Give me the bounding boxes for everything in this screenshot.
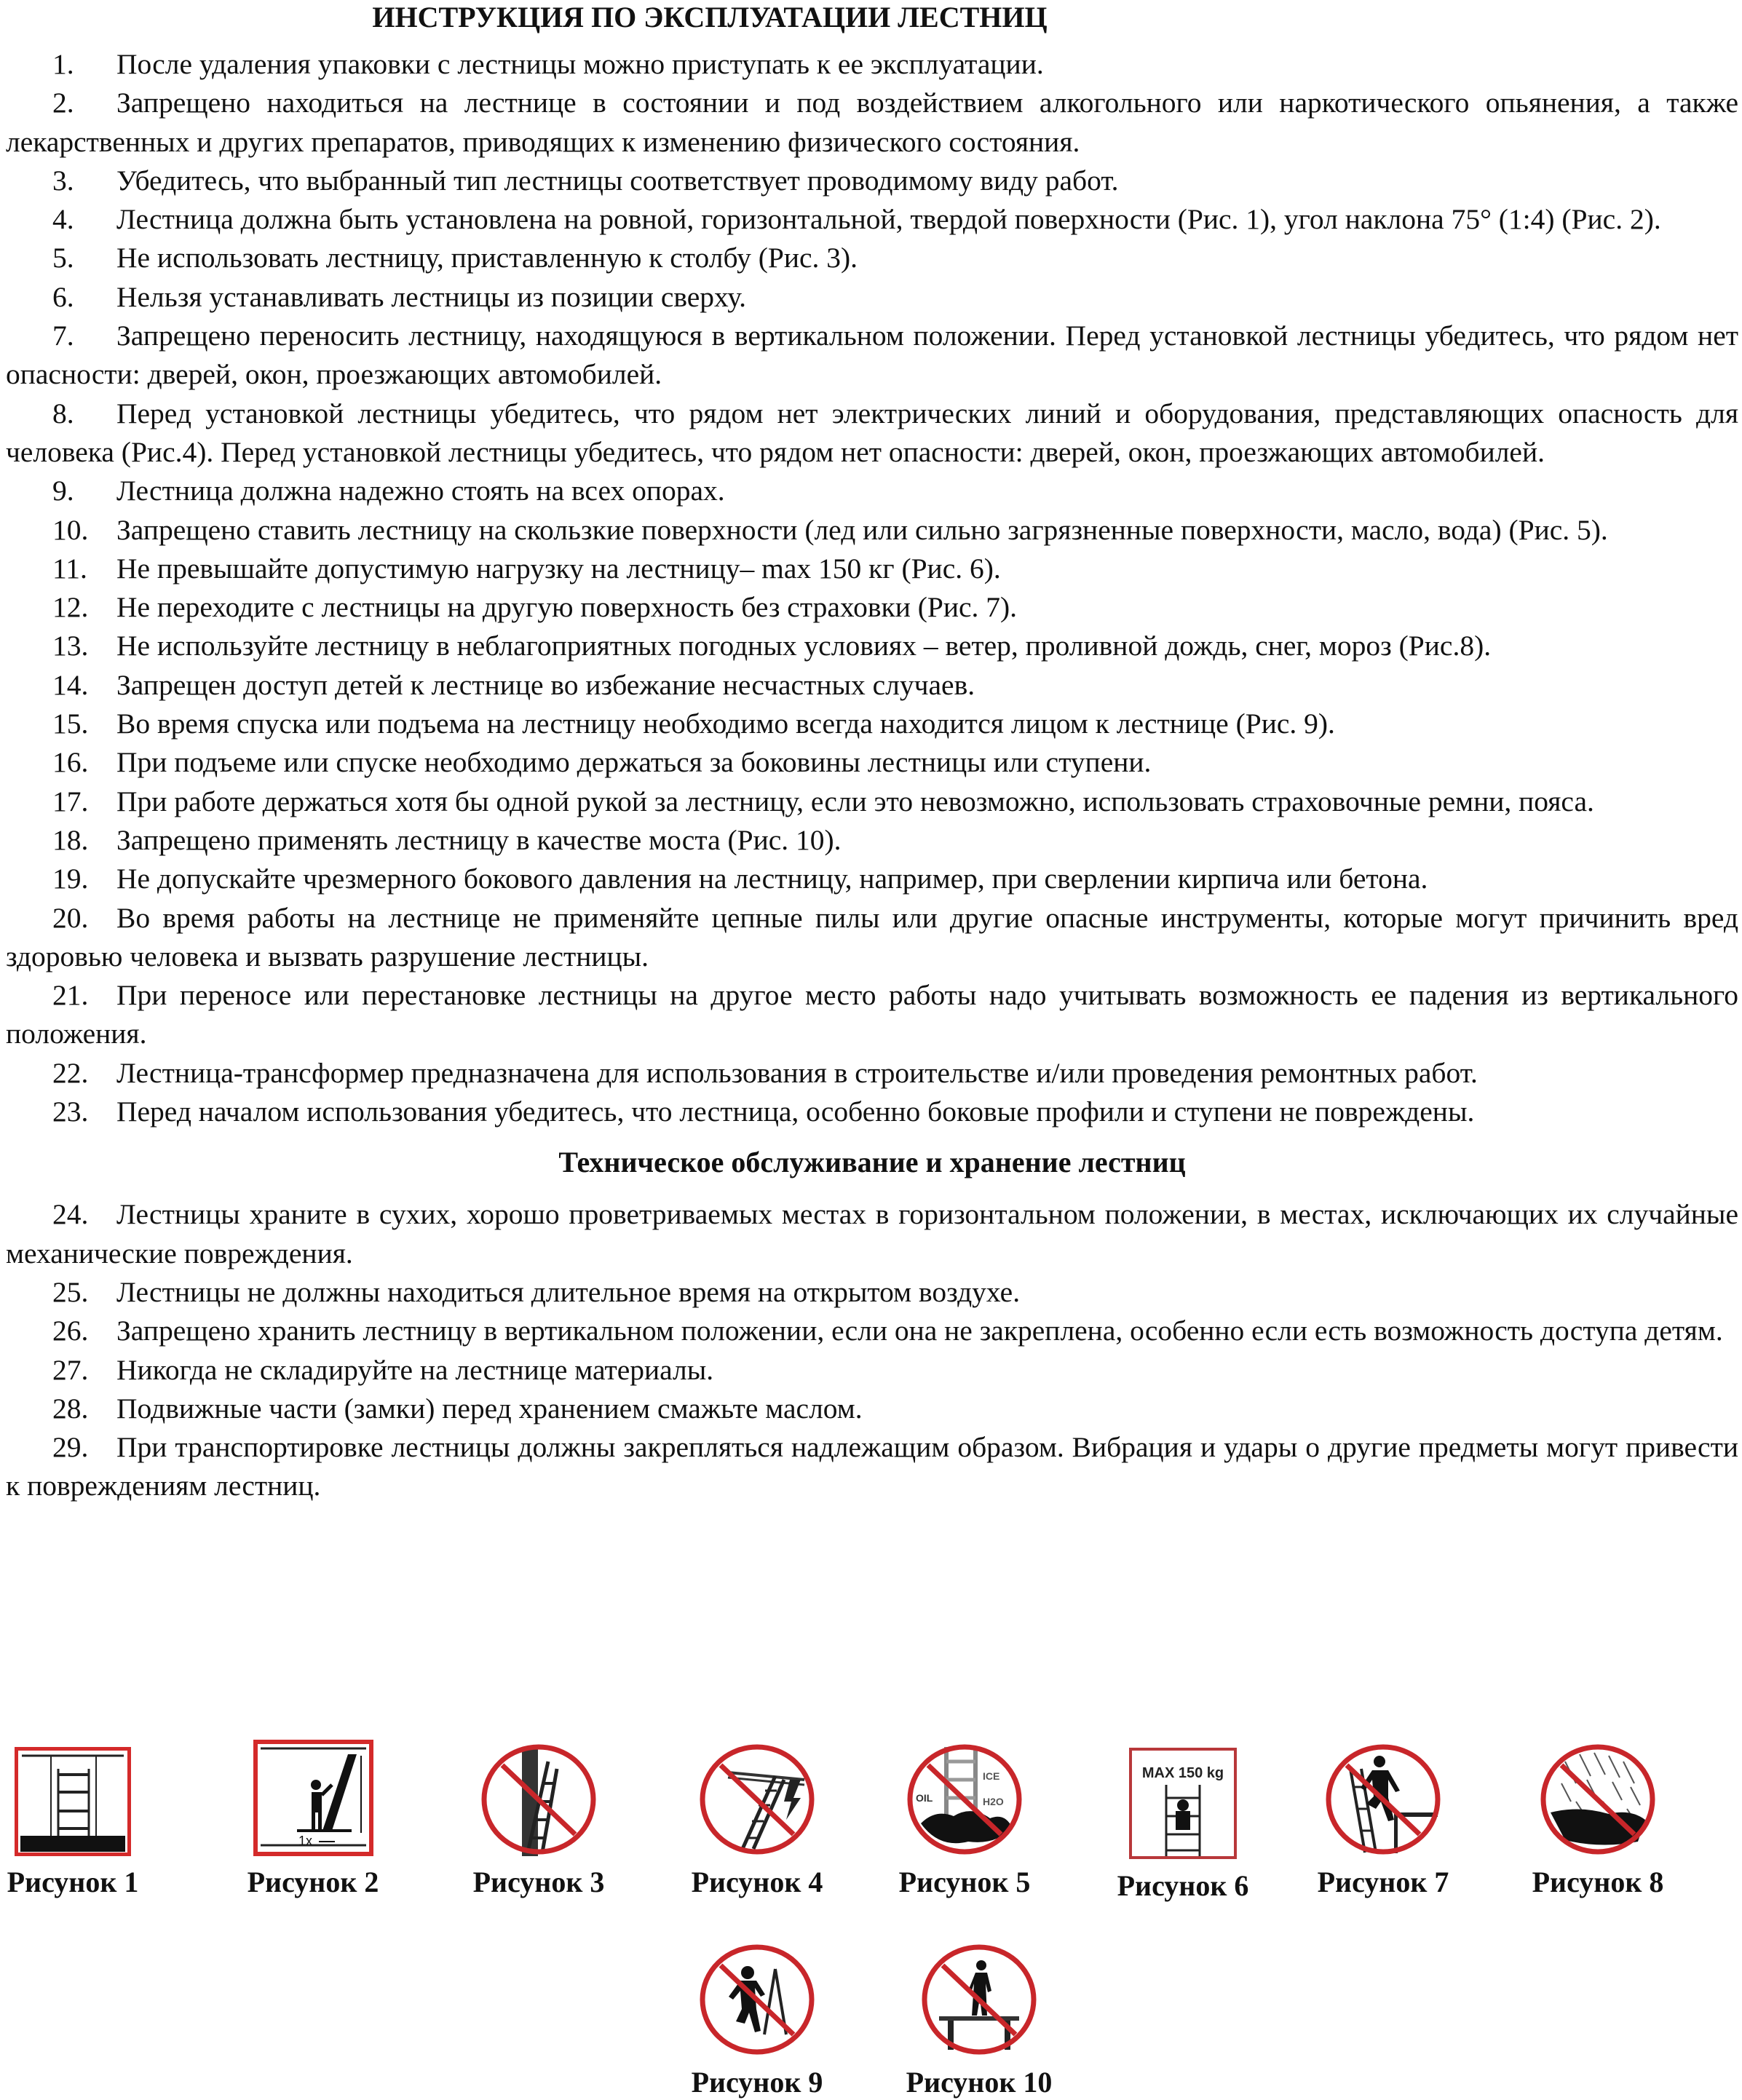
figure-8 — [1518, 1740, 1678, 1900]
svg-text:H2O: H2O — [983, 1796, 1004, 1807]
figure-caption: Рисунок 1 — [7, 1866, 139, 1898]
svg-text:1x: 1x — [298, 1834, 312, 1848]
list-item: 9. Лестница должна надежно стоять на всех опорах. — [52, 475, 725, 507]
figure-7 — [1303, 1740, 1463, 1900]
list-item: 18. Запрещено применять лестницу в качестве моста (Рис. 10). — [52, 823, 842, 856]
instruction-list — [6, 45, 1738, 1506]
figure-caption: Рисунок 3 — [472, 1866, 605, 1898]
list-item: 14. Запрещен доступ детей к лестнице во избежание несчастных случаев. — [52, 668, 975, 701]
list-item: 10. Запрещено ставить лестницу на скользкие поверхности (лед или сильно загрязненные поверхности, масло, вода) (Рис. 5). — [52, 513, 1608, 546]
figure-10 — [899, 1940, 1059, 2100]
list-item: 16. При подъеме или спуске необходимо держаться за боковины лестницы или ступени. — [52, 746, 1152, 779]
list-item: 2. Запрещено находиться на лестнице в состоянии и под воздействием алкогольного или наркотического опьянения, а также лекарственных и других препаратов, приводящих к изменению физического состояния. — [6, 87, 1738, 158]
list-item: 26. Запрещено хранить лестницу в вертикальном положении, если она не закреплена, особенно если есть возможность доступа детям. — [52, 1315, 1723, 1347]
list-item: 1. После удаления упаковки с лестницы можно приступать к ее эксплуатации. — [52, 48, 1044, 80]
list-item: 20. Во время работы на лестнице не применяйте цепные пилы или другие опасные инструменты, которые могут причинить вред здоровью человека и вызвать разрушение лестницы. — [6, 901, 1738, 972]
list-item: 27. Никогда не складируйте на лестнице материалы. — [52, 1353, 714, 1386]
no-power-lines-icon — [695, 1740, 819, 1856]
list-item: 23. Перед началом использования убедитесь, что лестница, особенно боковые профили и ступени не повреждены. — [52, 1095, 1475, 1128]
figure-1 — [0, 1747, 146, 1900]
document-title: ИНСТРУКЦИЯ ПО ЭКСПЛУАТАЦИИ ЛЕСТНИЦ — [372, 1, 1048, 33]
figure-6 — [1110, 1747, 1256, 1903]
list-item: 24. Лестницы храните в сухих, хорошо проветриваемых местах в горизонтальном положении, в местах, исключающих их случайные механические повреждения. — [6, 1198, 1738, 1269]
list-item: 12. Не переходите с лестницы на другую поверхность без страховки (Рис. 7). — [52, 591, 1018, 624]
list-item: 7. Запрещено переносить лестницу, находящуюся в вертикальном положении. Перед установкой лестницы убедитесь, что рядом нет опасности: дверей, окон, проезжающих автомобилей. — [6, 320, 1738, 391]
list-item: 6. Нельзя устанавливать лестницы из позиции сверху. — [52, 280, 746, 313]
list-item: 11. Не превышайте допустимую нагрузку на лестницу– max 150 кг (Рис. 6). — [52, 552, 1001, 585]
figure-caption: Рисунок 5 — [898, 1866, 1031, 1898]
no-ladder-against-pole-icon — [477, 1740, 601, 1856]
svg-text:MAX 150 kg: MAX 150 kg — [1141, 1765, 1224, 1781]
figure-4 — [677, 1740, 837, 1900]
ladder-level-surface-icon — [15, 1747, 131, 1856]
figure-9 — [677, 1940, 837, 2100]
list-item: 3. Убедитесь, что выбранный тип лестницы соответствует проводимому виду работ. — [52, 164, 1119, 197]
list-item: 13. Не используйте лестницу в неблагоприятных погодных условиях – ветер, проливной дождь, снег, мороз (Рис.8). — [52, 630, 1492, 662]
svg-text:ICE: ICE — [983, 1770, 1000, 1782]
figure-2 — [240, 1740, 386, 1900]
list-item: 22. Лестница-трансформер предназначена для использования в строительстве и/или проведения ремонтных работ. — [52, 1056, 1478, 1089]
list-item: 19. Не допускайте чрезмерного бокового давления на лестницу, например, при сверлении кирпича или бетона. — [52, 863, 1428, 895]
figure-caption: Рисунок 8 — [1532, 1866, 1664, 1898]
figure-caption: Рисунок 4 — [691, 1866, 823, 1898]
list-item: 28. Подвижные части (замки) перед хранением смажьте маслом. — [52, 1392, 863, 1425]
list-item: 4. Лестница должна быть установлена на ровной, горизонтальной, твердой поверхности (Рис. 1), угол наклона 75° (1:4) (Рис. 2). — [52, 203, 1661, 236]
list-item: 15. Во время спуска или подъема на лестницу необходимо всегда находится лицом к лестнице (Рис. 9). — [52, 708, 1335, 740]
no-bridge-use-icon — [917, 1940, 1041, 2056]
ladder-angle-1-to-4-icon — [253, 1740, 373, 1856]
no-bad-weather-icon — [1536, 1740, 1660, 1856]
figure-caption: Рисунок 2 — [247, 1866, 379, 1898]
list-item: 25. Лестницы не должны находиться длительное время на открытом воздухе. — [52, 1275, 1021, 1308]
figure-caption: Рисунок 10 — [906, 2066, 1053, 2099]
no-facing-away-icon — [695, 1940, 819, 2056]
list-item: 21. При переносе или перестановке лестницы на другое место работы надо учитывать возможность ее падения из вертикального положения. — [6, 979, 1738, 1050]
figure-caption: Рисунок 9 — [691, 2066, 823, 2099]
figure-caption: Рисунок 6 — [1117, 1869, 1249, 1902]
no-stepping-off-icon — [1321, 1740, 1445, 1856]
list-item: 8. Перед установкой лестницы убедитесь, что рядом нет электрических линий и оборудования, представляющих опасность для человека (Рис.4). Перед установкой лестницы убедитесь, что рядом нет опасности: дверей, окон, проезжающих автомобилей. — [6, 397, 1738, 468]
list-item: 5. Не использовать лестницу, приставленную к столбу (Рис. 3). — [52, 242, 858, 274]
no-slippery-surface-icon — [903, 1740, 1026, 1856]
section-heading-maintenance: Техническое обслуживание и хранение лестниц — [558, 1146, 1186, 1179]
figure-3 — [459, 1740, 619, 1900]
figure-caption: Рисунок 7 — [1317, 1866, 1449, 1898]
list-item: 17. При работе держаться хотя бы одной рукой за лестницу, если это невозможно, использовать страховочные ремни, пояса. — [52, 785, 1594, 817]
svg-text:OIL: OIL — [916, 1792, 933, 1804]
max-load-icon — [1128, 1747, 1238, 1860]
figure-5 — [884, 1740, 1045, 1900]
list-item: 29. При транспортировке лестницы должны закрепляться надлежащим образом. Вибрация и удары о другие предметы могут привести к повреждениям лестниц. — [6, 1431, 1738, 1502]
